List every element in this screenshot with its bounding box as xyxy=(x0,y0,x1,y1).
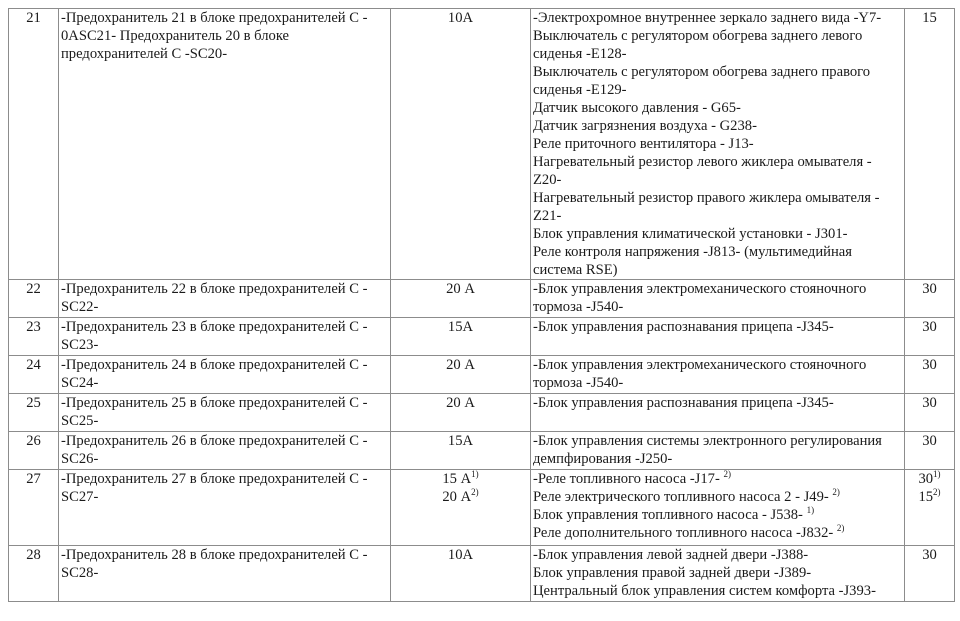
consumer-item: -Блок управления распознавания прицепа -J345- xyxy=(531,394,905,432)
consumer-item: Нагревательный резистор правого жиклера омывателя - Z21- xyxy=(533,190,880,224)
consumer-item: -Блок управления электромеханического стояночного тормоза -J540- xyxy=(531,280,905,318)
consumer-item: Нагревательный резистор левого жиклера омывателя - Z20- xyxy=(533,154,872,188)
consumer-list xyxy=(531,9,905,280)
fuse-description: -Предохранитель 23 в блоке предохранителей С - SC23- xyxy=(59,318,391,356)
fuse-description: -Предохранитель 22 в блоке предохранителей С - SC22- xyxy=(59,280,391,318)
table-row xyxy=(9,280,955,318)
fuse-current: 20 А xyxy=(391,394,531,432)
consumer-list xyxy=(531,470,905,546)
consumer-item: Блок управления топливного насоса - J538- $^{1)}$ xyxy=(533,505,815,523)
fuse-description: -Предохранитель 27 в блоке предохранителей С - SC27- xyxy=(59,470,391,546)
consumer-item: Реле электрического топливного насоса 2 - J49- $^{2)}$ xyxy=(533,487,840,505)
row-number: 25 xyxy=(9,394,59,432)
consumer-item: Центральный блок управления систем комфорта -J393- xyxy=(533,583,876,599)
fuse-current: 15А xyxy=(391,318,531,356)
consumer-item: -Блок управления электромеханического стояночного тормоза -J540- xyxy=(531,356,905,394)
terminal-value: 30 xyxy=(905,546,955,602)
row-number: 23 xyxy=(9,318,59,356)
fuse-current: 20 А xyxy=(391,280,531,318)
fuse-current: 15А xyxy=(391,432,531,470)
table-row xyxy=(9,9,955,280)
terminal-value: 30 xyxy=(905,394,955,432)
terminal-value: 30 xyxy=(905,356,955,394)
consumer-item: Блок управления правой задней двери -J389- xyxy=(533,565,812,581)
consumer-item: Датчик высокого давления - G65- xyxy=(533,100,741,116)
fuse-description: -Предохранитель 24 в блоке предохранителей С - SC24- xyxy=(59,356,391,394)
consumer-item: Реле контроля напряжения -J813- (мультимедийная система RSE) xyxy=(533,244,852,278)
fuse-description: -Предохранитель 28 в блоке предохранителей С - SC28- xyxy=(59,546,391,602)
row-number: 21 xyxy=(9,9,59,280)
fuse-description: -Предохранитель 21 в блоке предохранителей С - 0ASC21- Предохранитель 20 в блоке предохранителей С -SC20- xyxy=(59,9,391,280)
row-number: 24 xyxy=(9,356,59,394)
consumer-item: -Блок управления системы электронного регулирования демпфирования -J250- xyxy=(531,432,905,470)
terminal-value: 30 xyxy=(905,318,955,356)
row-number: 22 xyxy=(9,280,59,318)
fuse-description: -Предохранитель 25 в блоке предохранителей С - SC25- xyxy=(59,394,391,432)
terminal-value: 30 xyxy=(905,280,955,318)
fuse-table xyxy=(8,8,955,602)
fuse-current: 15 $А^{1)}$ 20 $А^{2)}$ xyxy=(391,470,531,546)
consumer-item: Блок управления климатической установки - J301- xyxy=(533,226,848,242)
terminal-value: 15 xyxy=(905,9,955,280)
terminal-value: 30$^{1)}$ 15$^{2)}$ xyxy=(905,470,955,546)
consumer-item: Выключатель с регулятором обогрева заднего левого сиденья -E128- xyxy=(533,28,863,62)
consumer-item: Выключатель с регулятором обогрева заднего правого сиденья -E129- xyxy=(533,64,871,98)
table-row xyxy=(9,394,955,432)
table-row xyxy=(9,546,955,602)
table-row xyxy=(9,432,955,470)
row-number: 28 xyxy=(9,546,59,602)
row-number: 27 xyxy=(9,470,59,546)
consumer-item: -Электрохромное внутреннее зеркало заднего вида -Y7- xyxy=(533,10,882,26)
consumer-list xyxy=(531,546,905,602)
terminal-value: 30 xyxy=(905,432,955,470)
consumer-item: Датчик загрязнения воздуха - G238- xyxy=(533,118,757,134)
consumer-item: -Реле топливного насоса -J17- $^{2)}$ xyxy=(533,469,731,487)
consumer-item: Реле дополнительного топливного насоса -J832- $^{2)}$ xyxy=(533,523,845,541)
consumer-item: -Блок управления левой задней двери -J388- xyxy=(533,547,809,563)
fuse-current: 10А xyxy=(391,9,531,280)
table-row xyxy=(9,318,955,356)
table-row xyxy=(9,356,955,394)
row-number: 26 xyxy=(9,432,59,470)
table-row xyxy=(9,470,955,546)
fuse-current: 10А xyxy=(391,546,531,602)
fuse-current: 20 А xyxy=(391,356,531,394)
fuse-description: -Предохранитель 26 в блоке предохранителей С - SC26- xyxy=(59,432,391,470)
consumer-item: Реле приточного вентилятора - J13- xyxy=(533,136,754,152)
consumer-item: -Блок управления распознавания прицепа -J345- xyxy=(531,318,905,356)
